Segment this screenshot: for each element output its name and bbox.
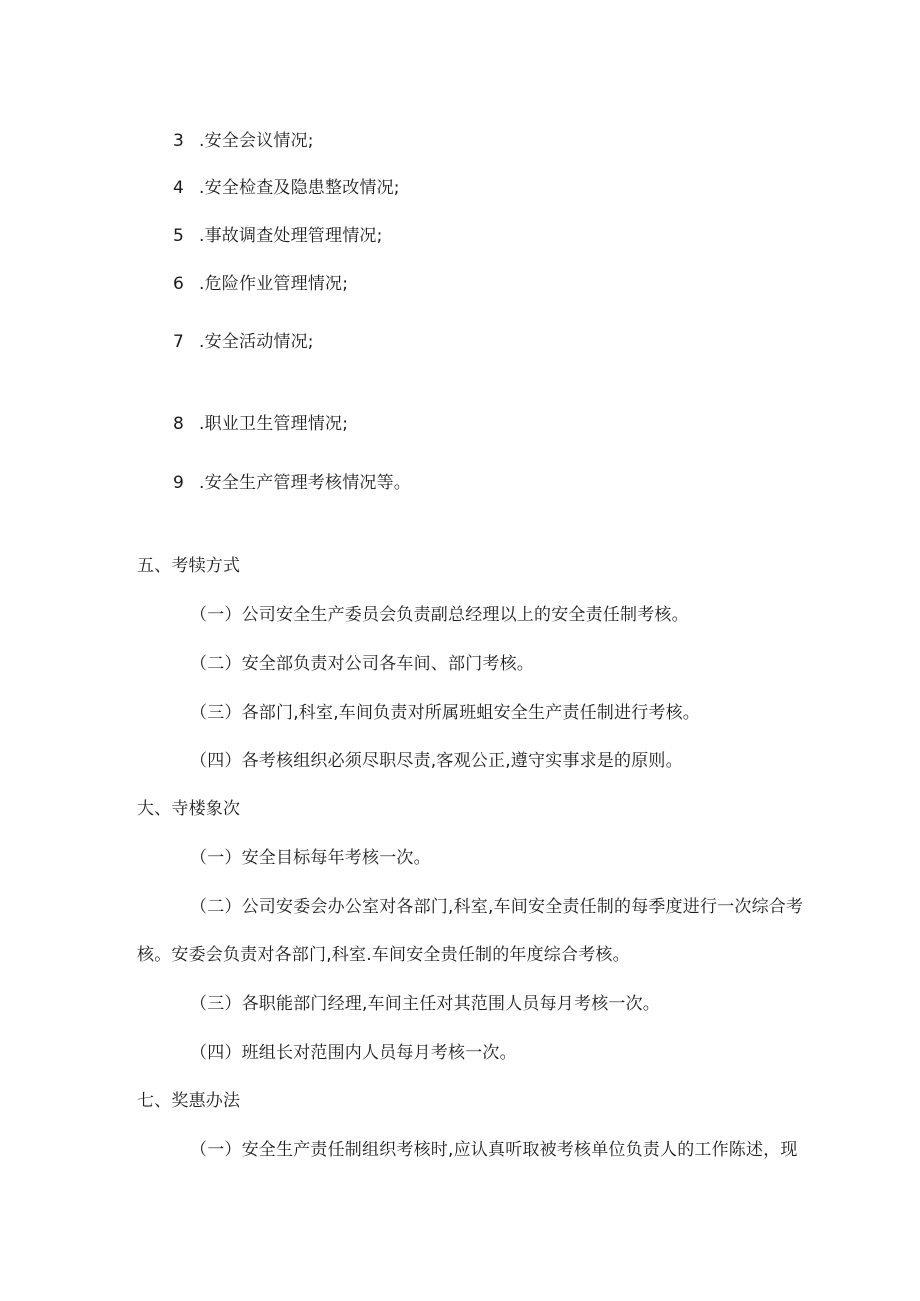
list-item-text: .危险作业管理情况;: [199, 274, 349, 294]
list-item-text: .职业卫生管理情况;: [199, 414, 349, 434]
list-item: [173, 332, 314, 352]
paragraph: （一）安全目标每年考核一次。: [190, 848, 431, 868]
section-heading: 大、寺楼象次: [137, 799, 241, 819]
list-item-number: 5: [173, 226, 185, 246]
list-item-text: .安全活动情况;: [199, 332, 314, 352]
paragraph: （三）各部门,科室,车间负责对所属班蛆安全生产责任制进行考核。: [190, 703, 701, 723]
list-item: [173, 274, 348, 294]
list-item-text: .安全生产管理考核情况等。: [199, 473, 412, 493]
list-item-number: 9: [173, 473, 185, 493]
paragraph: （四）各考核组织必须尽职尽责,客观公正,遵守实事求是的原则。: [190, 751, 683, 771]
paragraph: （三）各职能部门经理,车间主任对其范围人员每月考核一次。: [190, 994, 661, 1014]
paragraph: （二）公司安委会办公室对各部门,科室,车间安全责任制的每季度进行一次综合考: [190, 897, 804, 917]
paragraph-continuation: 核。安委会负责对各部门,科室.车间安全贵任制的年度综合考核。: [137, 945, 630, 965]
list-item-text: .事故调查处理管理情况;: [199, 226, 383, 246]
section-heading: 七、奖惠办法: [137, 1091, 241, 1111]
list-item: [173, 414, 348, 434]
list-item-text: .安全检查及隐患整改情况;: [199, 178, 400, 198]
section-heading: 五、考犊方式: [137, 556, 241, 576]
list-item-number: 7: [173, 332, 185, 352]
list-item: [173, 131, 314, 151]
paragraph: （二）安全部负责对公司各车间、部门考核。: [190, 654, 534, 674]
paragraph: （四）班组长对范围内人员每月考核一次。: [190, 1043, 517, 1063]
list-item: [173, 473, 411, 493]
list-item-number: 6: [173, 274, 185, 294]
list-item: [173, 178, 400, 198]
list-item-number: 3: [173, 131, 185, 151]
paragraph: （一）公司安全生产委员会负责副总经理以上的安全责任制考核。: [190, 605, 689, 625]
list-item-text: .安全会议情况;: [199, 131, 314, 151]
list-item-number: 4: [173, 178, 185, 198]
paragraph: （一）安全生产责任制组织考核时,应认真听取被考核单位负责人的工作陈述，现: [190, 1140, 798, 1160]
list-item-number: 8: [173, 414, 185, 434]
list-item: [173, 226, 383, 246]
